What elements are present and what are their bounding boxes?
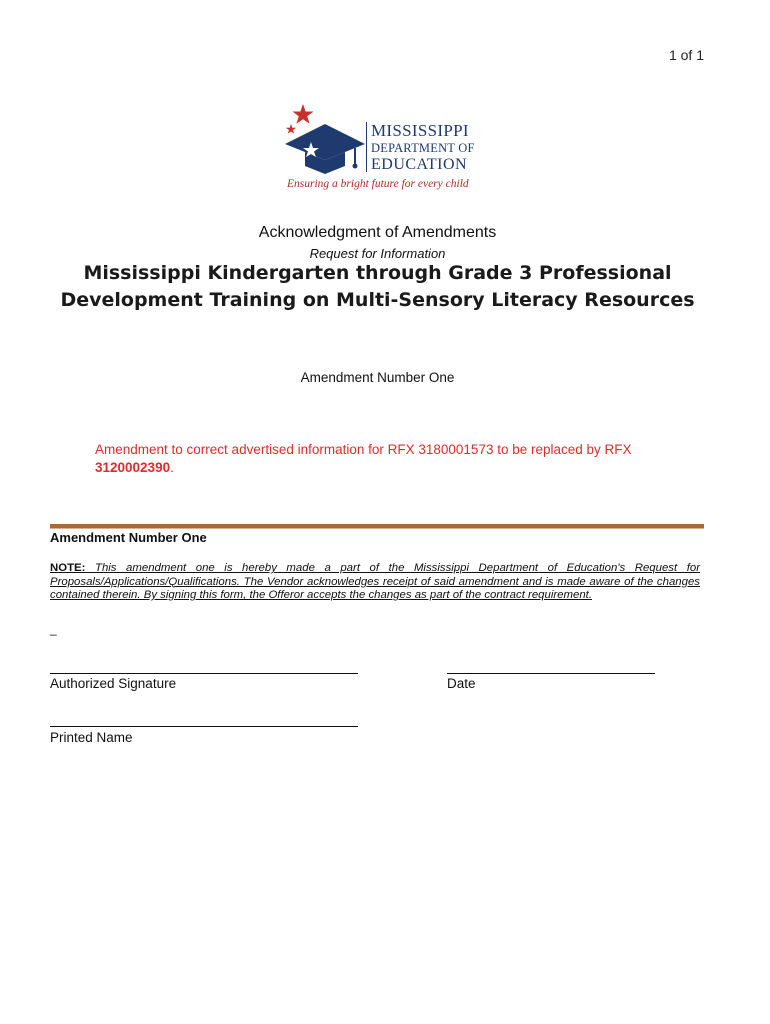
new-rfx-number: 3120002390 <box>95 460 171 475</box>
amendment-number-center: Amendment Number One <box>300 370 455 385</box>
mde-logo <box>283 102 483 197</box>
document-title: Mississippi Kindergarten through Grade 3 Professional Development Training on Multi-Sensory Literacy Resources <box>60 262 695 311</box>
acknowledgment-title: Acknowledgment of Amendments <box>258 224 497 241</box>
page-counter: 1 of 1 <box>668 47 704 63</box>
logo-tagline: Ensuring a bright future for every child <box>287 178 469 190</box>
date-line[interactable] <box>447 673 655 674</box>
amendment-description-lead: Amendment to correct advertised information for RFX 3180001573 to be replaced by RFX <box>95 442 632 457</box>
star-small-icon <box>286 124 296 134</box>
graduation-cap-icon <box>283 102 371 182</box>
printed-name-label: Printed Name <box>50 730 133 745</box>
note-paragraph <box>50 562 700 603</box>
logo-wordmark <box>371 122 475 173</box>
section-heading: Amendment Number One <box>50 530 207 545</box>
logo-line-2: DEPARTMENT OF <box>371 141 475 155</box>
request-type: Request for Information <box>309 246 446 261</box>
amendment-description-end: . <box>170 460 174 475</box>
logo-divider <box>366 122 367 172</box>
authorized-signature-label: Authorized Signature <box>50 676 177 691</box>
section-divider-shadow <box>50 528 704 529</box>
amendment-description <box>95 441 665 477</box>
star-large-icon <box>293 104 314 124</box>
date-label: Date <box>447 676 476 691</box>
logo-line-1: MISSISSIPPI <box>371 121 469 140</box>
stray-underscore: _ <box>50 622 57 636</box>
printed-name-line[interactable] <box>50 726 358 727</box>
logo-line-3: EDUCATION <box>371 155 468 173</box>
authorized-signature-line[interactable] <box>50 673 358 674</box>
note-label: NOTE: <box>50 562 86 574</box>
note-body: This amendment one is hereby made a part of the Mississippi Department of Education's Request for Proposals/Applications/Qualifications. The Vendor acknowledges receipt of said amendment and is made aware of the changes contained therein. By signing this form, the Offeror accepts the changes as part of the contract requirement. <box>50 562 700 601</box>
